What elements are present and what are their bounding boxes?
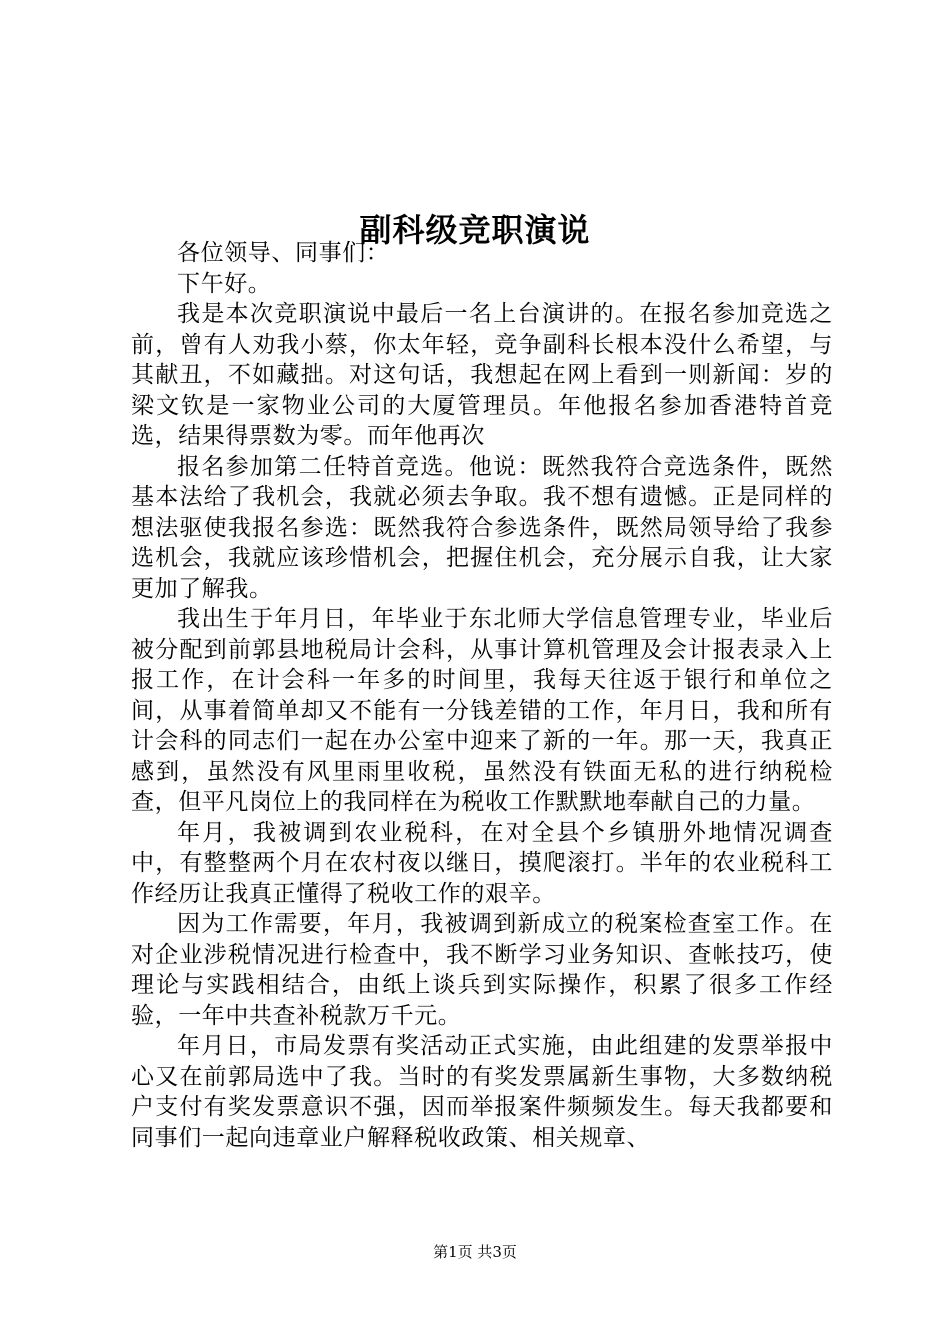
- document-body: [131, 238, 833, 1153]
- body-paragraph: 报名参加第二任特首竞选。他说：既然我符合竞选条件，既然基本法给了我机会，我就必须去争取。我不想有遗憾。正是同样的想法驱使我报名参选：既然我符合参选条件，既然局领导给了我参选机会，我就应该珍惜机会，把握住机会，充分展示自我，让大家更加了解我。: [131, 453, 833, 602]
- page-number-footer: 第1页 共3页: [433, 1243, 517, 1261]
- body-paragraph: 我出生于年月日，年毕业于东北师大学信息管理专业，毕业后被分配到前郭县地税局计会科，从事计算机管理及会计报表录入上报工作，在计会科一年多的时间里，我每天往返于银行和单位之间，从事着简单却又不能有一分钱差错的工作，年月日，我和所有计会科的同志们一起在办公室中迎来了新的一年。那一天，我真正感到，虽然没有风里雨里收税，虽然没有铁面无私的进行纳税检查，但平凡岗位上的我同样在为税收工作默默地奉献自己的力量。: [131, 606, 833, 815]
- body-paragraph: 因为工作需要，年月，我被调到新成立的税案检查室工作。在对企业涉税情况进行检查中，我不断学习业务知识、查帐技巧，使理论与实践相结合，由纸上谈兵到实际操作，积累了很多工作经验，一年中共查补税款万千元。: [131, 911, 833, 1029]
- greeting-paragraph: 下午好。: [177, 270, 272, 297]
- body-paragraph: 年月，我被调到农业税科，在对全县个乡镇册外地情况调查中，有整整两个月在农村夜以继日，摸爬滚打。半年的农业税科工作经历让我真正懂得了税收工作的艰辛。: [131, 819, 833, 907]
- document-title: 副科级竞职演说: [359, 211, 591, 250]
- body-paragraph: 年月日，市局发票有奖活动正式实施，由此组建的发票举报中心又在前郭局选中了我。当时的有奖发票属新生事物，大多数纳税户支付有奖发票意识不强，因而举报案件频频发生。每天我都要和同事们一起向违章业户解释税收政策、相关规章、: [131, 1033, 833, 1151]
- body-paragraph: 我是本次竞职演说中最后一名上台演讲的。在报名参加竞选之前，曾有人劝我小蔡，你太年轻，竞争副科长根本没什么希望，与其献丑，不如藏拙。对这句话，我想起在网上看到一则新闻：岁的梁文钦是一家物业公司的大厦管理员。年他报名参加香港特首竞选，结果得票数为零。而年他再次: [131, 301, 833, 449]
- salutation-paragraph: 各位领导、同事们：: [177, 240, 390, 266]
